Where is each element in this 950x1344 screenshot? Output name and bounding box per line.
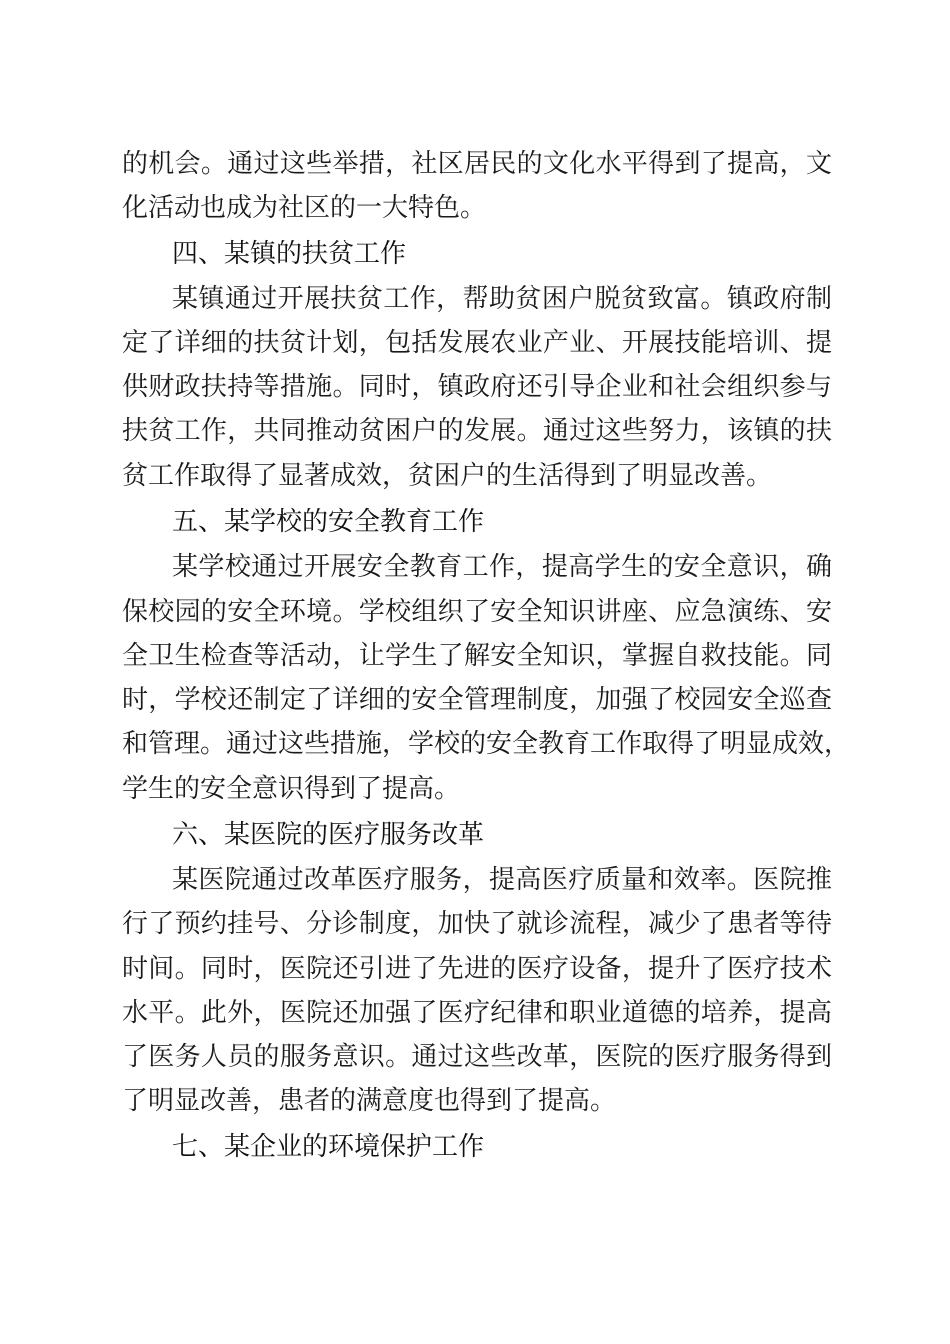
paragraph-line: 某学校通过开展安全教育工作，提高学生的安全意识，确 bbox=[172, 552, 832, 582]
paragraph-line: 和管理。通过这些措施，学校的安全教育工作取得了明显成效， bbox=[122, 729, 851, 759]
section-heading: 六、某医院的医疗服务改革 bbox=[172, 820, 485, 850]
paragraph-line: 时，学校还制定了详细的安全管理制度，加强了校园安全巡查 bbox=[122, 685, 832, 715]
paragraph-line: 保校园的安全环境。学校组织了安全知识讲座、应急演练、安 bbox=[122, 597, 832, 627]
paragraph-line: 扶贫工作，共同推动贫困户的发展。通过这些努力，该镇的扶 bbox=[122, 416, 832, 446]
paragraph-line: 某镇通过开展扶贫工作，帮助贫困户脱贫致富。镇政府制 bbox=[172, 284, 832, 314]
paragraph-line: 定了详细的扶贫计划，包括发展农业产业、开展技能培训、提 bbox=[122, 328, 832, 358]
paragraph-line: 学生的安全意识得到了提高。 bbox=[122, 774, 461, 804]
paragraph-line: 了医务人员的服务意识。通过这些改革，医院的医疗服务得到 bbox=[122, 1042, 832, 1072]
paragraph-line: 时间。同时，医院还引进了先进的医疗设备，提升了医疗技术 bbox=[122, 954, 832, 984]
section-heading: 四、某镇的扶贫工作 bbox=[172, 239, 407, 269]
paragraph-line: 的机会。通过这些举措，社区居民的文化水平得到了提高，文 bbox=[122, 149, 832, 179]
section-heading: 七、某企业的环境保护工作 bbox=[172, 1132, 485, 1162]
paragraph-line: 了明显改善，患者的满意度也得到了提高。 bbox=[122, 1086, 617, 1116]
paragraph-line: 供财政扶持等措施。同时，镇政府还引导企业和社会组织参与 bbox=[122, 372, 832, 402]
paragraph-line: 全卫生检查等活动，让学生了解安全知识，掌握自救技能。同 bbox=[122, 641, 832, 671]
paragraph-line: 某医院通过改革医疗服务，提高医疗质量和效率。医院推 bbox=[172, 865, 832, 895]
paragraph-line: 贫工作取得了显著成效，贫困户的生活得到了明显改善。 bbox=[122, 461, 773, 491]
paragraph-line: 水平。此外，医院还加强了医疗纪律和职业道德的培养，提高 bbox=[122, 998, 832, 1028]
paragraph-line: 化活动也成为社区的一大特色。 bbox=[122, 193, 487, 223]
section-heading: 五、某学校的安全教育工作 bbox=[172, 507, 485, 537]
paragraph-line: 行了预约挂号、分诊制度，加快了就诊流程，减少了患者等待 bbox=[122, 909, 832, 939]
